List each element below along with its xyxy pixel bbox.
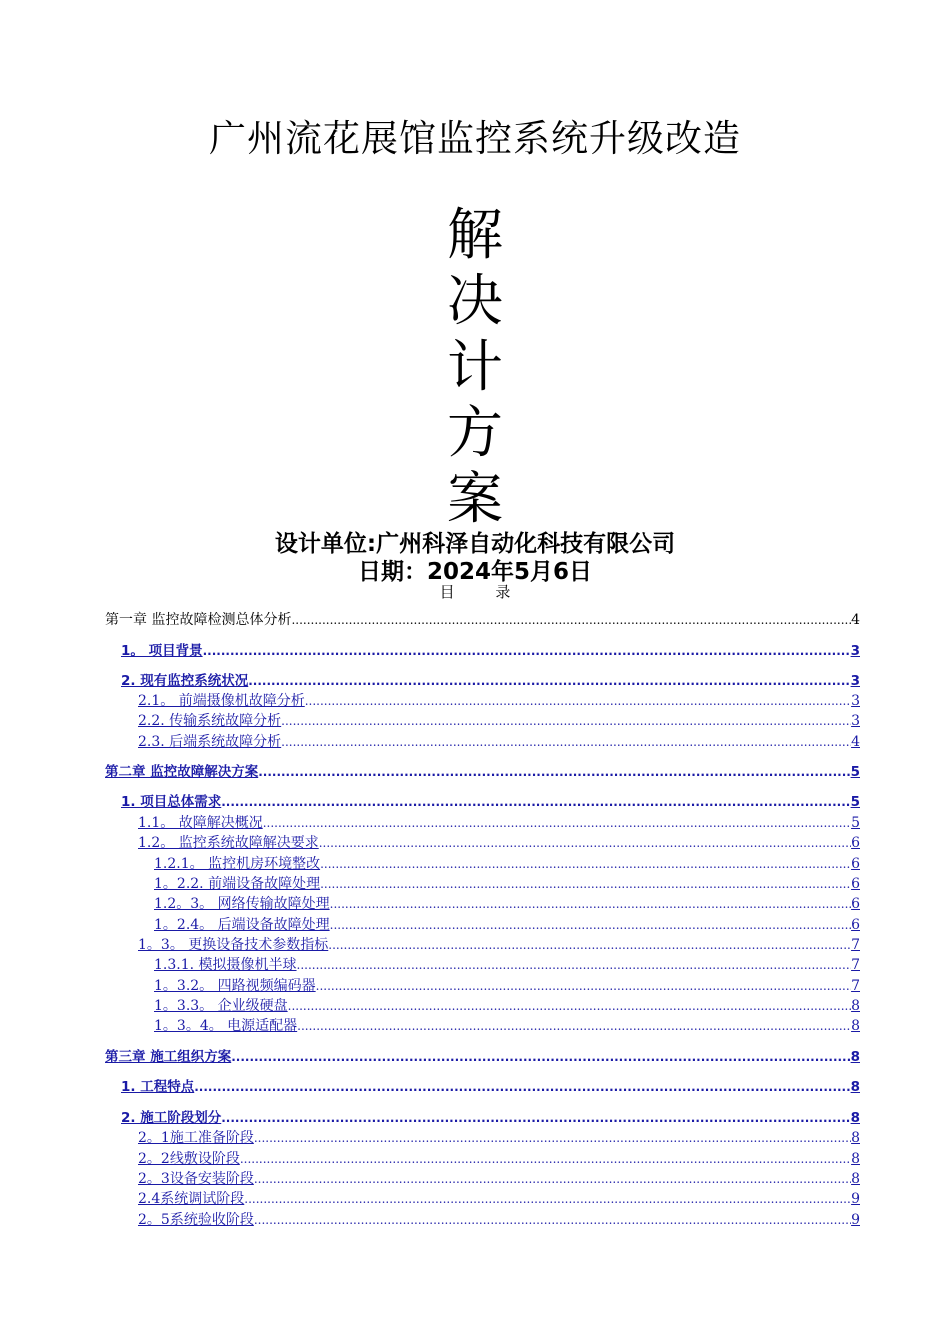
toc-entry-text: 2。2线敷设阶段	[138, 1151, 240, 1167]
toc-page-number: 5	[850, 764, 860, 780]
toc-page-number: 8	[851, 1130, 860, 1146]
toc-entry-text: 1.2.1。 监控机房环境整改	[154, 856, 321, 872]
toc-entry-text: 1。3。4。 电源适配器	[154, 1018, 298, 1034]
toc-entry-1-3-4[interactable]	[154, 1017, 860, 1035]
toc-entry-overall-requirements[interactable]	[121, 793, 860, 811]
toc-leader	[305, 692, 851, 710]
toc-leader	[254, 1170, 851, 1188]
toc-leader	[203, 642, 851, 660]
toc-entry-text: 1。2.4。 后端设备故障处理	[154, 917, 330, 933]
toc-leader	[320, 875, 851, 893]
toc-entry-text: 1。3.2。 四路视频编码器	[154, 978, 316, 994]
toc-page-number: 8	[851, 998, 860, 1014]
toc-entry-2-5-acceptance[interactable]	[138, 1211, 860, 1229]
toc-leader	[258, 763, 850, 781]
toc-entry-text: 1。2.2. 前端设备故障处理	[154, 876, 321, 892]
toc-leader	[330, 916, 851, 934]
toc-leader	[316, 977, 851, 995]
toc-entry-2-4-debug[interactable]	[138, 1190, 860, 1208]
toc-entry-construction-stages[interactable]	[121, 1109, 860, 1127]
toc-entry-1-2[interactable]	[138, 834, 860, 852]
toc-entry-chapter-2[interactable]	[105, 763, 860, 781]
toc-leader	[288, 997, 851, 1015]
vertical-title-char-2: 决	[447, 269, 503, 334]
toc-leader	[254, 1129, 851, 1147]
toc-entry-chapter-1[interactable]	[105, 611, 860, 629]
toc-entry-text: 2。1施工准备阶段	[138, 1130, 254, 1146]
toc-leader	[244, 1190, 851, 1208]
toc-page-number: 8	[850, 1110, 860, 1126]
toc-page-number: 7	[851, 937, 860, 953]
toc-page-number: 9	[851, 1212, 860, 1228]
toc-entry-text: 1. 项目总体需求	[121, 794, 222, 810]
toc-page-number: 4	[851, 612, 860, 628]
toc-entry-text: 1. 工程特点	[121, 1079, 195, 1095]
toc-leader	[254, 1211, 851, 1229]
toc-entry-1-2-4[interactable]	[154, 916, 860, 934]
toc-entry-2-3-install[interactable]	[138, 1170, 860, 1188]
toc-leader	[328, 936, 851, 954]
toc-entry-chapter-3[interactable]	[105, 1048, 860, 1066]
toc-leader	[221, 793, 850, 811]
toc-entry-text: 2. 现有监控系统状况	[121, 673, 249, 689]
toc-entry-text: 第二章 监控故障解决方案	[105, 764, 259, 780]
toc-entry-2-1-prep[interactable]	[138, 1129, 860, 1147]
toc-page-number: 6	[851, 917, 860, 933]
toc-page-number: 4	[851, 734, 860, 750]
toc-leader	[281, 712, 851, 730]
toc-entry-2-2[interactable]	[138, 712, 860, 730]
toc-entry-1-2-2[interactable]	[154, 875, 860, 893]
toc-entry-text: 1。3.3。 企业级硬盘	[154, 998, 288, 1014]
toc-leader	[231, 1048, 850, 1066]
toc-heading: 目 录	[439, 583, 529, 601]
toc-entry-2-2-cabling[interactable]	[138, 1150, 860, 1168]
toc-page-number: 3	[850, 643, 860, 659]
toc-page-number: 8	[851, 1018, 860, 1034]
toc-entry-1-3[interactable]	[138, 936, 860, 954]
toc-page-number: 9	[851, 1191, 860, 1207]
toc-page-number: 3	[850, 673, 860, 689]
toc-entry-text: 1.2。 监控系统故障解决要求	[138, 835, 319, 851]
toc-entry-text: 2.1。 前端摄像机故障分析	[138, 693, 305, 709]
toc-entry-2-3[interactable]	[138, 733, 860, 751]
toc-entry-1-3-2[interactable]	[154, 977, 860, 995]
toc-page-number: 8	[850, 1079, 860, 1095]
vertical-title-char-5: 案	[447, 467, 503, 532]
toc-page-number: 6	[851, 835, 860, 851]
toc-entry-text: 第三章 施工组织方案	[105, 1049, 232, 1065]
toc-leader	[319, 834, 851, 852]
toc-page-number: 5	[850, 794, 860, 810]
toc-leader	[330, 895, 851, 913]
toc-entry-project-background[interactable]	[121, 642, 860, 660]
toc-entry-1-2-1[interactable]	[154, 855, 860, 873]
toc-leader	[291, 611, 851, 629]
toc-page-number: 8	[851, 1171, 860, 1187]
toc-entry-text: 1.3.1. 模拟摄像机半球	[154, 957, 297, 973]
document-title: 广州流花展馆监控系统升级改造	[209, 117, 741, 160]
toc-entry-1-1[interactable]	[138, 814, 860, 832]
toc-page-number: 6	[851, 896, 860, 912]
toc-entry-text: 1.1。 故障解决概况	[138, 815, 263, 831]
toc-entry-text: 2.4系统调试阶段	[138, 1191, 245, 1207]
toc-leader	[248, 672, 850, 690]
toc-leader	[240, 1150, 851, 1168]
toc-leader	[263, 814, 851, 832]
toc-leader	[297, 1017, 851, 1035]
toc-entry-text: 第一章 监控故障检测总体分析	[105, 612, 292, 628]
toc-entry-1-3-1[interactable]	[154, 956, 860, 974]
toc-page-number: 3	[851, 713, 860, 729]
toc-entry-current-system[interactable]	[121, 672, 860, 690]
toc-page-number: 3	[851, 693, 860, 709]
toc-leader	[194, 1078, 850, 1096]
toc-page-number: 5	[851, 815, 860, 831]
toc-page-number: 6	[851, 876, 860, 892]
document-date: 日期：2024年5月6日	[357, 559, 593, 585]
toc-page-number: 8	[850, 1049, 860, 1065]
toc-entry-text: 2. 施工阶段划分	[121, 1110, 222, 1126]
toc-entry-1-3-3[interactable]	[154, 997, 860, 1015]
design-company: 设计单位:广州科泽自动化科技有限公司	[274, 531, 676, 557]
toc-entry-text: 2.2. 传输系统故障分析	[138, 713, 282, 729]
toc-entry-text: 1.2。3。 网络传输故障处理	[154, 896, 330, 912]
toc-leader	[281, 733, 851, 751]
vertical-title-char-3: 计	[447, 335, 503, 400]
toc-entry-text: 2。3设备安装阶段	[138, 1171, 254, 1187]
toc-page-number: 6	[851, 856, 860, 872]
toc-leader	[297, 956, 852, 974]
toc-entry-text: 1。 项目背景	[121, 643, 203, 659]
toc-entry-text: 2.3. 后端系统故障分析	[138, 734, 282, 750]
toc-entry-text: 2。5系统验收阶段	[138, 1212, 254, 1228]
toc-entry-project-features[interactable]	[121, 1078, 860, 1096]
toc-leader	[221, 1109, 850, 1127]
toc-leader	[320, 855, 851, 873]
vertical-title-char-4: 方	[447, 401, 503, 466]
toc-page-number: 7	[851, 957, 860, 973]
toc-entry-2-1[interactable]	[138, 692, 860, 710]
toc-page-number: 8	[851, 1151, 860, 1167]
toc-entry-1-2-3[interactable]	[154, 895, 860, 913]
toc-entry-text: 1。3。 更换设备技术参数指标	[138, 937, 329, 953]
vertical-title-char-1: 解	[447, 203, 503, 268]
toc-page-number: 7	[851, 978, 860, 994]
